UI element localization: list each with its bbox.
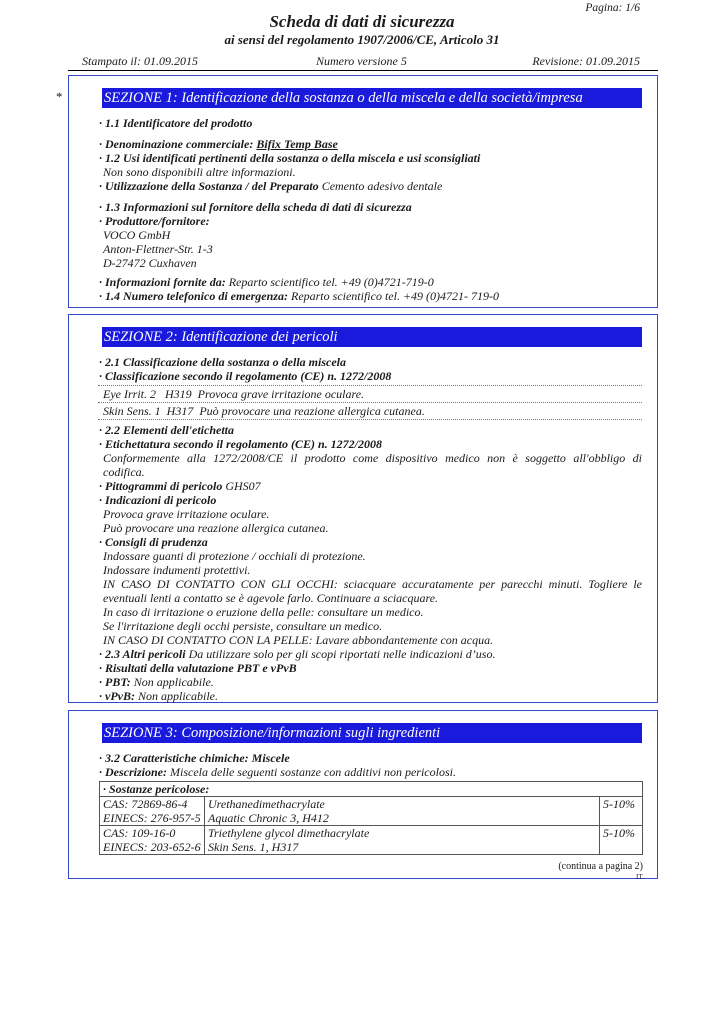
trade-name-label: · Denominazione commerciale: bbox=[99, 137, 254, 151]
table-row bbox=[100, 826, 643, 855]
trade-name-value: Bifix Temp Base bbox=[256, 137, 338, 151]
document-subtitle: ai sensi del regolamento 1907/2006/CE, Articolo 31 bbox=[224, 32, 500, 47]
s2-h319-text: Provoca grave irritazione oculare. bbox=[103, 507, 270, 521]
section-3 bbox=[68, 710, 658, 879]
section-3-header: SEZIONE 3: Composizione/informazioni sugli ingredienti bbox=[102, 723, 642, 743]
substance-name: Urethanedimethacrylate bbox=[208, 797, 325, 811]
s2-p280-clothing: Indossare indumenti protettivi. bbox=[103, 563, 251, 577]
description-label: · Descrizione: bbox=[99, 765, 167, 779]
cas-number: CAS: 72869-86-4 bbox=[103, 797, 188, 811]
cas-cell bbox=[100, 797, 205, 826]
cas-cell bbox=[100, 826, 205, 855]
s2-medical-device-text: Conformemente alla 1272/2008/CE il prodotto come dispositivo medico non è soggetto all'obbligo di bbox=[103, 451, 642, 465]
vpvb-value: Non applicabile. bbox=[137, 689, 218, 703]
revision-date: Revisione: 01.09.2015 bbox=[532, 54, 640, 68]
s2-medical-device-text-cont: codifica. bbox=[103, 465, 145, 479]
s3-chemical-characterization: · 3.2 Caratteristiche chimiche: Miscele bbox=[99, 751, 290, 765]
description-value: Miscela delle seguenti sostanze con additivi non pericolosi. bbox=[170, 765, 456, 779]
s1-emergency-phone bbox=[99, 289, 499, 303]
substance-cell bbox=[205, 797, 600, 826]
dotted-separator bbox=[98, 402, 642, 403]
s2-label-elements: · 2.2 Elementi dell'etichetta bbox=[99, 423, 234, 437]
pictograms-value: GHS07 bbox=[225, 479, 261, 493]
s1-company-street: Anton-Flettner-Str. 1-3 bbox=[103, 242, 213, 256]
s1-info-contact bbox=[99, 275, 434, 289]
printed-date: Stampato il: 01.09.2015 bbox=[82, 54, 198, 68]
s2-other-hazards bbox=[99, 647, 495, 661]
hazardous-substances-table bbox=[99, 781, 643, 855]
change-marker: * bbox=[56, 89, 63, 104]
s1-identified-uses: · 1.2 Usi identificati pertinenti della sostanza o della miscela e usi sconsigliati bbox=[99, 151, 481, 165]
pbt-value: Non applicabile. bbox=[133, 675, 214, 689]
s2-pbt bbox=[99, 675, 214, 689]
section-2-header: SEZIONE 2: Identificazione dei pericoli bbox=[102, 327, 642, 347]
s2-pbt-results: · Risultati della valutazione PBT e vPvB bbox=[99, 661, 297, 675]
dotted-separator bbox=[98, 419, 642, 420]
s1-company-name: VOCO GmbH bbox=[103, 228, 171, 242]
pbt-label: · PBT: bbox=[99, 675, 131, 689]
s2-classification: · 2.1 Classificazione della sostanza o della miscela bbox=[99, 355, 347, 369]
s2-classification-reg: · Classificazione secondo il regolamento (CE) n. 1272/2008 bbox=[99, 369, 392, 383]
s3-description bbox=[99, 765, 456, 779]
einecs-number: EINECS: 276-957-5 bbox=[103, 811, 201, 825]
s1-manufacturer-label: · Produttore/fornitore: bbox=[99, 214, 210, 228]
info-contact-value: Reparto scientifico tel. +49 (0)4721-719-0 bbox=[228, 275, 434, 289]
s2-labelling-reg: · Etichettatura secondo il regolamento (CE) n. 1272/2008 bbox=[99, 437, 383, 451]
use-label: · Utilizzazione della Sostanza / del Preparato bbox=[99, 179, 319, 193]
s2-skin-irritation: In caso di irritazione o eruzione della pelle: consultare un medico. bbox=[103, 605, 424, 619]
einecs-number: EINECS: 203-652-6 bbox=[103, 840, 201, 854]
cas-number: CAS: 109-16-0 bbox=[103, 826, 176, 840]
pictograms-label: · Pittogrammi di pericolo bbox=[99, 479, 223, 493]
s2-p280-gloves: Indossare guanti di protezione / occhiali di protezione. bbox=[103, 549, 366, 563]
other-hazards-label: · 2.3 Altri pericoli bbox=[99, 647, 186, 661]
s2-eye-irritation: Se l'irritazione degli occhi persiste, consultare un medico. bbox=[103, 619, 383, 633]
substance-class: Skin Sens. 1, H317 bbox=[208, 840, 299, 854]
continued-note: (continua a pagina 2) bbox=[558, 861, 643, 872]
substance-name: Triethylene glycol dimethacrylate bbox=[208, 826, 370, 840]
s2-skin-contact: IN CASO DI CONTATTO CON LA PELLE: Lavare abbondantemente con acqua. bbox=[103, 633, 494, 647]
s1-use bbox=[99, 179, 442, 193]
use-value: Cemento adesivo dentale bbox=[321, 179, 443, 193]
s2-hazard-skin: Skin Sens. 1 H317 Può provocare una reazione allergica cutanea. bbox=[103, 404, 425, 418]
header-divider bbox=[68, 70, 658, 71]
section-1 bbox=[68, 75, 658, 308]
section-2 bbox=[68, 314, 658, 703]
vpvb-label: · vPvB: bbox=[99, 689, 135, 703]
dotted-separator bbox=[98, 385, 642, 386]
document-title: Scheda di dati di sicurezza bbox=[269, 12, 455, 31]
page-number: Pagina: 1/6 bbox=[585, 2, 640, 14]
table-header-row bbox=[100, 782, 643, 797]
table-header: · Sostanze pericolose: bbox=[100, 782, 643, 797]
s2-pictograms bbox=[99, 479, 261, 493]
concentration-cell: 5-10% bbox=[600, 826, 643, 855]
s2-precautionary: · Consigli di prudenza bbox=[99, 535, 208, 549]
s1-supplier-info: · 1.3 Informazioni sul fornitore della scheda di dati di sicurezza bbox=[99, 200, 412, 214]
s1-product-identifier: · 1.1 Identificatore del prodotto bbox=[99, 116, 253, 130]
s2-h317-text: Può provocare una reazione allergica cutanea. bbox=[103, 521, 329, 535]
s2-hazard-statements: · Indicazioni di pericolo bbox=[99, 493, 217, 507]
s2-eyes-contact: IN CASO DI CONTATTO CON GLI OCCHI: sciacquare accuratamente per parecchi minuti. Togliere le bbox=[103, 577, 642, 591]
language-code: IT bbox=[636, 873, 643, 881]
emergency-phone-label: · 1.4 Numero telefonico di emergenza: bbox=[99, 289, 288, 303]
s1-company-city: D-27472 Cuxhaven bbox=[103, 256, 197, 270]
s1-no-info: Non sono disponibili altre informazioni. bbox=[103, 165, 296, 179]
version-number: Numero versione 5 bbox=[316, 54, 407, 68]
s1-trade-name bbox=[99, 137, 338, 151]
info-contact-label: · Informazioni fornite da: bbox=[99, 275, 226, 289]
substance-cell bbox=[205, 826, 600, 855]
other-hazards-value: Da utilizzare solo per gli scopi riportati nelle indicazioni d’uso. bbox=[188, 647, 496, 661]
section-1-header: SEZIONE 1: Identificazione della sostanza o della miscela e della società/impresa bbox=[102, 88, 642, 108]
s2-vpvb bbox=[99, 689, 218, 703]
concentration-cell: 5-10% bbox=[600, 797, 643, 826]
s2-eyes-contact-cont: eventuali lenti a contatto se è agevole farlo. Continuare a sciacquare. bbox=[103, 591, 439, 605]
s2-hazard-eye: Eye Irrit. 2 H319 Provoca grave irritazione oculare. bbox=[103, 387, 365, 401]
table-row bbox=[100, 797, 643, 826]
substance-class: Aquatic Chronic 3, H412 bbox=[208, 811, 329, 825]
emergency-phone-value: Reparto scientifico tel. +49 (0)4721- 719-0 bbox=[290, 289, 500, 303]
